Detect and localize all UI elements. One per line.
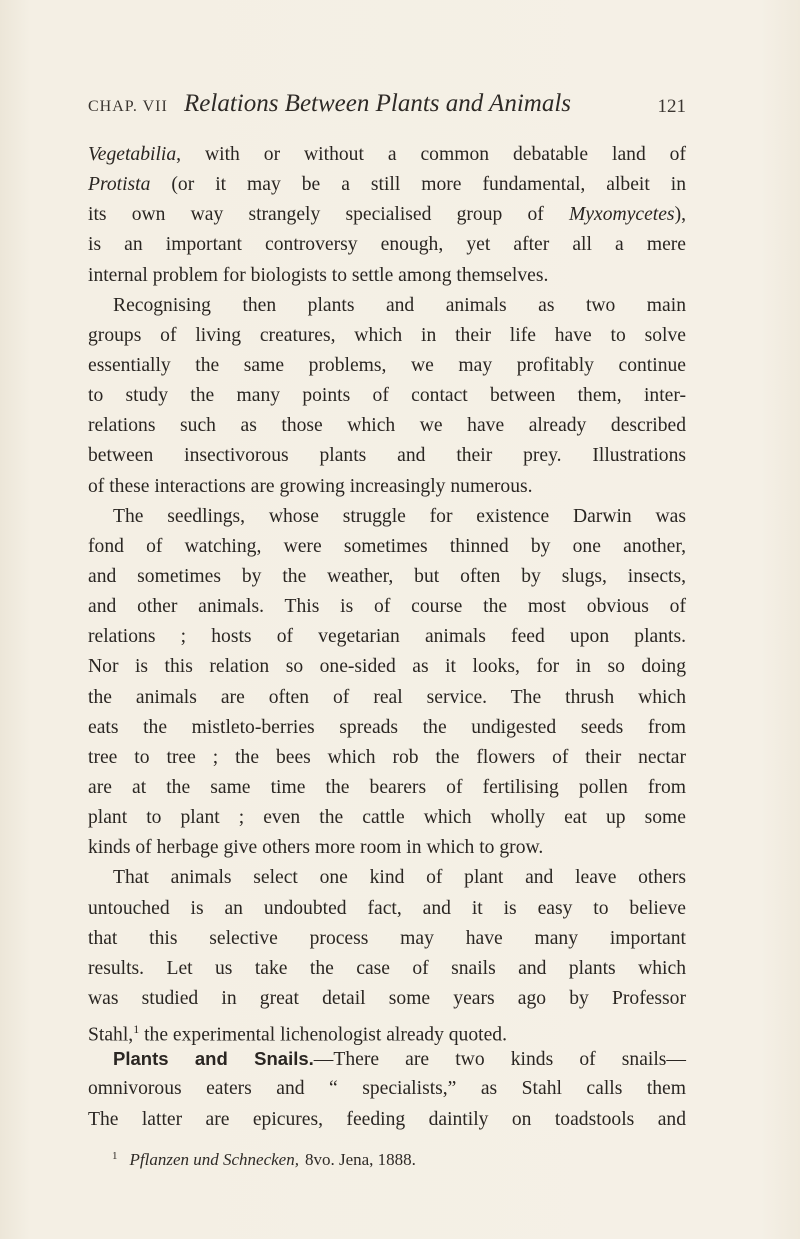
text-line: plant to plant ; even the cattle which wholly eat up some	[88, 807, 686, 829]
text-line: is an important controversy enough, yet after all a mere	[88, 234, 686, 256]
text-line	[88, 1014, 686, 1044]
text-line: the animals are often of real service. The thrush which	[88, 686, 686, 708]
text-line: The latter are epicures, feeding daintily on toadstools and	[88, 1108, 686, 1130]
stahl-line-rest: the experimental lichenologist already quoted.	[139, 1024, 507, 1046]
text-line: Vegetabilia, with or without a common debatable land of	[88, 144, 686, 165]
text-line: to study the many points of contact between them, inter-	[88, 385, 686, 407]
text-line: and other animals. This is of course the most obvious of	[88, 596, 686, 618]
page-number: 121	[657, 96, 686, 117]
footnote-title: Pflanzen und Schnecken,	[129, 1150, 299, 1169]
running-title: Relations Between Plants and Animals	[184, 90, 571, 117]
footnote-reference[interactable]: 1	[133, 1022, 140, 1037]
text-line: and sometimes by the weather, but often by slugs, insects,	[88, 565, 686, 587]
text-line: Nor is this relation so one-sided as it looks, for in so doing	[88, 656, 686, 678]
stahl-name: Stahl,	[88, 1024, 134, 1046]
text-line: That animals select one kind of plant and leave others	[113, 867, 686, 889]
text-line: Recognising then plants and animals as two main	[113, 294, 686, 316]
text-line: relations ; hosts of vegetarian animals feed upon plants.	[88, 626, 686, 648]
text-line	[88, 1044, 686, 1074]
text-line: omnivorous eaters and “ specialists,” as Stahl calls them	[88, 1078, 686, 1100]
text-line: was studied in great detail some years ago by Professor	[88, 987, 686, 1009]
text-line: internal problem for biologists to settle among themselves.	[88, 264, 549, 286]
body-text	[88, 140, 686, 1135]
text-line: between insectivorous plants and their prey. Illustrations	[88, 445, 686, 467]
snails-line-rest: —There are two kinds of snails—	[313, 1049, 686, 1071]
italic-term: Vegetabilia	[88, 144, 177, 165]
text-line: of these interactions are growing increasingly numerous.	[88, 475, 533, 497]
footnote	[112, 1150, 416, 1170]
text-line: The seedlings, whose struggle for existence Darwin was	[113, 505, 686, 527]
text-line: essentially the same problems, we may profitably continue	[88, 354, 686, 376]
text-line: relations such as those which we have already described	[88, 415, 686, 437]
footnote-details: 8vo. Jena, 1888.	[304, 1150, 416, 1169]
text-line: that this selective process may have many important	[88, 927, 686, 949]
text-line: its own way strangely specialised group of Myxomycetes),	[88, 204, 686, 226]
chapter-label: CHAP. VII	[88, 98, 168, 115]
text-line: tree to tree ; the bees which rob the flowers of their nectar	[88, 746, 686, 768]
text-line: Protista (or it may be a still more fundamental, albeit in	[88, 174, 686, 196]
text-line: kinds of herbage give others more room in which to grow.	[88, 837, 544, 859]
running-header	[88, 92, 686, 122]
italic-term: Myxomycetes	[569, 204, 675, 226]
text-line: fond of watching, were sometimes thinned by one another,	[88, 535, 686, 557]
italic-term: Protista	[88, 174, 151, 196]
section-heading: Plants and Snails.	[113, 1048, 314, 1070]
text-line: results. Let us take the case of snails and plants which	[88, 957, 686, 979]
footnote-mark: 1	[112, 1150, 118, 1162]
text-line: groups of living creatures, which in their life have to solve	[88, 324, 686, 346]
text-line: are at the same time the bearers of fertilising pollen from	[88, 776, 686, 798]
text-line: eats the mistleto-berries spreads the undigested seeds from	[88, 716, 686, 738]
text-line: untouched is an undoubted fact, and it is easy to believe	[88, 897, 686, 919]
